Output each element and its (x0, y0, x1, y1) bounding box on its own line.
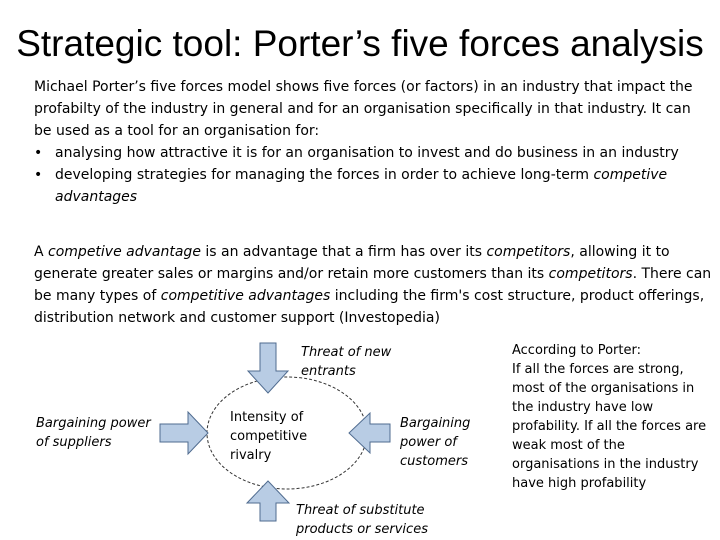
new-entrants-label (301, 343, 391, 381)
bullet-icon: • (34, 167, 43, 183)
label-line: products or services (296, 522, 428, 537)
note-line: the industry have low (512, 400, 654, 415)
label-line: customers (400, 454, 468, 469)
note-line: most of the organisations in (512, 381, 695, 396)
definition-term: competive advantage (48, 244, 201, 260)
note-line: According to Porter: (512, 343, 641, 358)
label-line: Threat of new (301, 345, 392, 360)
label-line: of suppliers (36, 435, 112, 450)
customers-label (400, 414, 470, 471)
substitutes-arrow (247, 481, 289, 521)
suppliers-label (36, 414, 151, 452)
rivalry-label (230, 408, 307, 465)
note-line: have high profability (512, 476, 647, 491)
substitutes-label (296, 501, 428, 539)
note-line: profability. If all the forces are (512, 419, 707, 434)
bullet-italic-term: competive advantages (55, 167, 668, 205)
label-line: rivalry (230, 448, 272, 463)
definition-text: is an advantage that a firm has over its (200, 244, 487, 260)
bullet-text: analysing how attractive it is for an organisation to invest and do business in an industry (55, 145, 679, 161)
label-line: Threat of substitute (296, 503, 425, 518)
intro-paragraph: Michael Porter’s five forces model shows five forces (or factors) in an industry that impact the profabilty of the industry in general and for an organisation specifically in that industry. It can be used as a tool for an organisation for: (34, 79, 693, 139)
definition-text: A (34, 244, 49, 260)
note-line: If all the forces are strong, (512, 362, 684, 377)
label-line: power of (400, 435, 457, 450)
label-line: Bargaining (400, 416, 471, 431)
label-line: Bargaining power (36, 416, 151, 431)
label-line: entrants (301, 364, 356, 379)
suppliers-arrow (160, 412, 208, 454)
bullet-icon: • (34, 145, 43, 161)
label-line: competitive (230, 429, 308, 444)
note-line: weak most of the (512, 438, 625, 453)
definition-text: . There can be many types of (34, 266, 712, 304)
definition-text: including the firm's cost structure, product offerings, distribution network and customer support (Investopedia) (34, 288, 705, 326)
porter-note (512, 341, 717, 493)
definition-term: competitors (548, 266, 633, 282)
slide-title: Strategic tool: Porter’s five forces analysis (16, 23, 704, 64)
definition-term: competitive advantages (160, 288, 331, 304)
definition-term: competitors (486, 244, 571, 260)
label-line: Intensity of (230, 410, 304, 425)
bullet-text: developing strategies for managing the forces in order to achieve long-term (55, 167, 594, 183)
customers-arrow (349, 413, 390, 453)
note-line: organisations in the industry (512, 457, 699, 472)
definition-text: , allowing it to generate greater sales or margins and/or retain more customers than its (34, 244, 670, 282)
new-entrants-arrow (248, 343, 288, 393)
